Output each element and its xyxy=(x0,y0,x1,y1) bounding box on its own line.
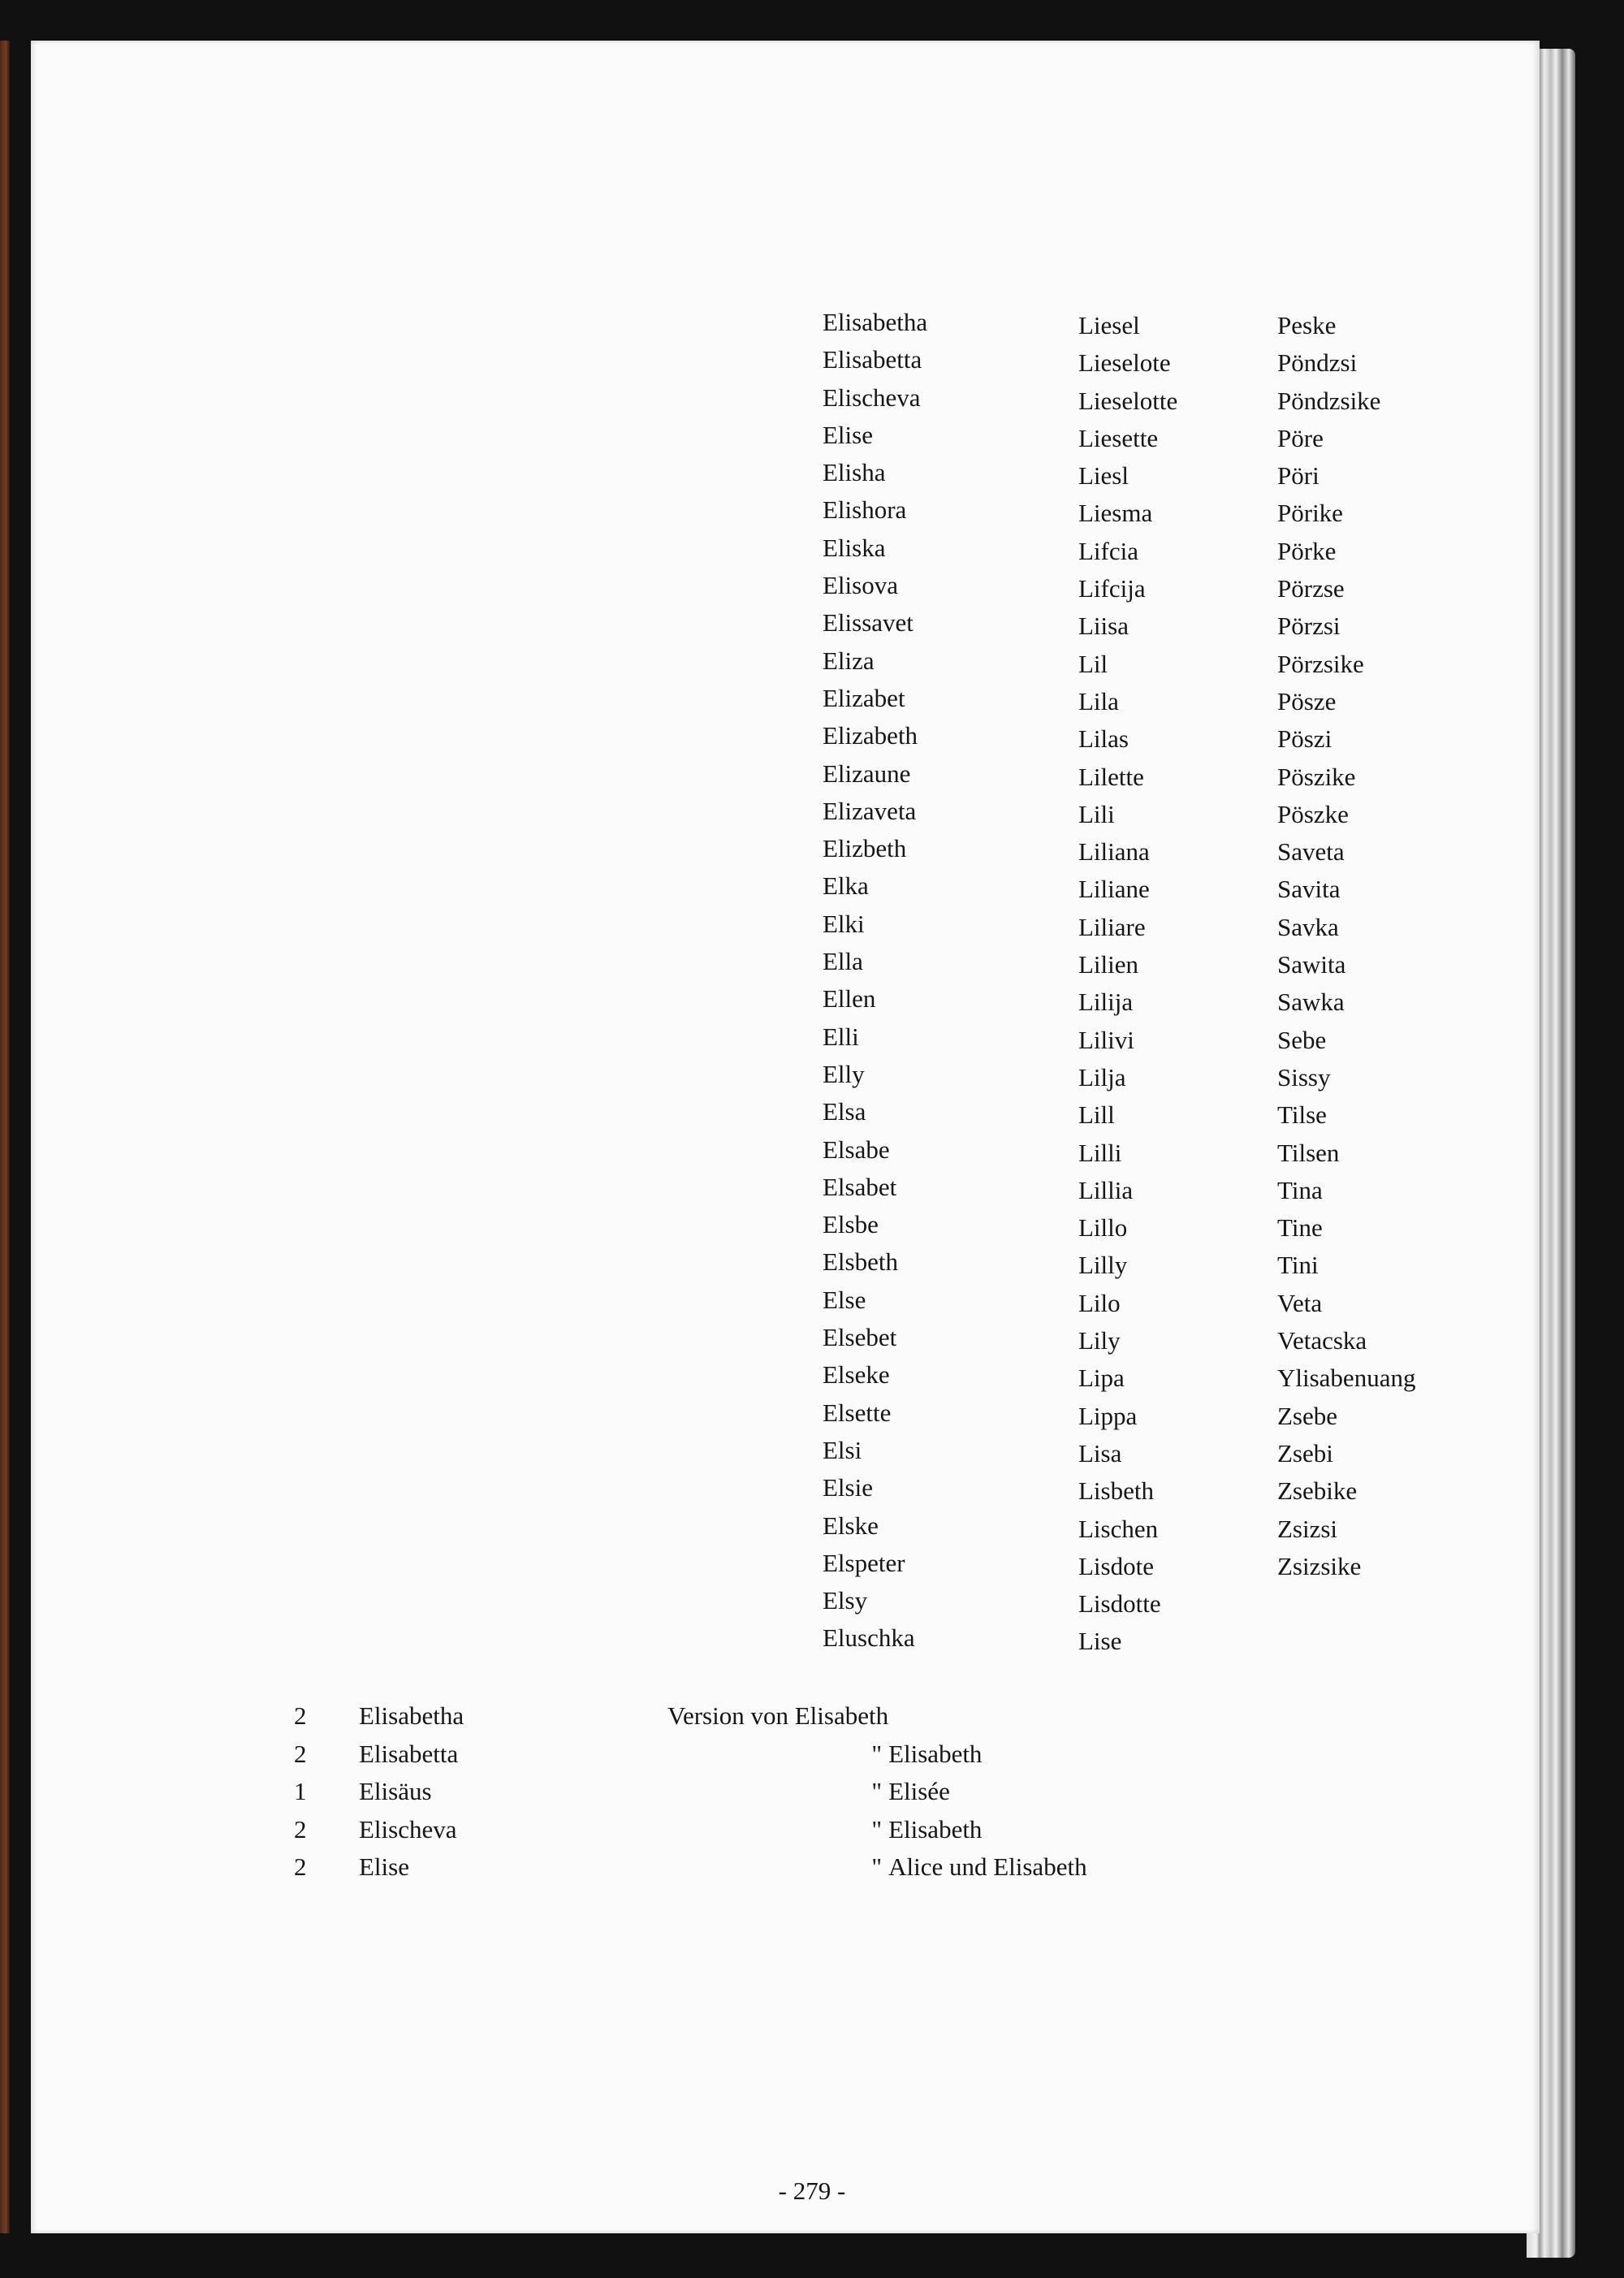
list-item: Lil xyxy=(1078,649,1108,678)
list-item: Eliza xyxy=(823,646,875,675)
list-item: Tini xyxy=(1277,1251,1319,1280)
list-item: Elsabet xyxy=(823,1172,897,1201)
list-item: Zsebe xyxy=(1277,1401,1338,1430)
list-item: Elsa xyxy=(823,1097,866,1126)
list-item: Elseke xyxy=(823,1360,890,1390)
list-item: Lischen xyxy=(1078,1514,1159,1543)
list-item: Savita xyxy=(1277,875,1341,904)
list-item: Ylisabenuang xyxy=(1277,1364,1416,1393)
ditto-cell: " xyxy=(871,1814,883,1844)
list-item: Pösze xyxy=(1277,686,1337,715)
list-item: Lise xyxy=(1078,1627,1122,1656)
name-list-column-2 xyxy=(1078,307,1177,1661)
list-item: Saveta xyxy=(1277,837,1345,867)
name-version-table xyxy=(294,1697,1087,1887)
list-item: Lipa xyxy=(1078,1364,1125,1393)
list-item: Elsbe xyxy=(823,1210,879,1239)
list-item: Lieselotte xyxy=(1078,386,1178,415)
list-item: Elsy xyxy=(823,1586,868,1615)
list-item: Lila xyxy=(1078,686,1119,715)
list-item: Liesel xyxy=(1078,311,1140,339)
list-item: Elka xyxy=(823,871,869,901)
list-item: Elise xyxy=(823,420,873,449)
name-cell: Elise xyxy=(359,1852,409,1881)
list-item: Elizabeth xyxy=(823,721,918,750)
list-item: Pörzsike xyxy=(1277,649,1364,678)
list-item: Ellen xyxy=(823,984,876,1014)
list-item: Liisa xyxy=(1078,612,1129,641)
list-item: Elspeter xyxy=(823,1548,905,1577)
list-item: Ella xyxy=(823,947,863,976)
list-item: Lili xyxy=(1078,799,1115,828)
list-item: Pörike xyxy=(1277,499,1343,528)
list-item: Pörzsi xyxy=(1277,612,1341,641)
count-cell: 2 xyxy=(294,1701,307,1730)
list-item: Liesette xyxy=(1078,423,1159,452)
count-cell: 2 xyxy=(294,1852,307,1881)
ditto-cell: " xyxy=(871,1852,883,1881)
list-item: Zsebike xyxy=(1277,1476,1358,1506)
list-item: Lilija xyxy=(1078,988,1134,1017)
list-item: Sissy xyxy=(1277,1062,1331,1091)
list-item: Elizaune xyxy=(823,759,911,788)
version-ref: Elisabeth xyxy=(794,1701,889,1730)
list-item: Elli xyxy=(823,1022,859,1051)
list-item: Lisbeth xyxy=(1078,1476,1154,1506)
list-item: Tilsen xyxy=(1277,1138,1340,1167)
list-item: Lilien xyxy=(1078,950,1139,979)
list-item: Lilette xyxy=(1078,762,1144,791)
list-item: Elizaveta xyxy=(823,796,917,825)
list-item: Pöszike xyxy=(1277,762,1356,791)
name-cell: Elisabetha xyxy=(359,1701,464,1730)
list-item: Pöndzsi xyxy=(1277,348,1358,378)
list-item: Liesma xyxy=(1078,499,1153,528)
count-cell: 2 xyxy=(294,1814,307,1844)
list-item: Elsbeth xyxy=(823,1247,898,1277)
list-item: Lieselote xyxy=(1078,348,1171,378)
list-item: Liesl xyxy=(1078,461,1129,491)
list-item: Else xyxy=(823,1285,866,1314)
name-list-column-3 xyxy=(1277,307,1415,1585)
version-cell xyxy=(888,1811,1087,1849)
list-item: Lilo xyxy=(1078,1288,1121,1317)
list-item: Sebe xyxy=(1277,1025,1327,1054)
list-item: Lisdotte xyxy=(1078,1589,1161,1619)
table-row xyxy=(294,1811,1087,1849)
list-item: Eluschka xyxy=(823,1623,915,1653)
version-ref: Elisabeth xyxy=(888,1814,983,1844)
version-ref: Elisée xyxy=(888,1777,950,1805)
list-item: Veta xyxy=(1277,1288,1323,1317)
list-item: Tine xyxy=(1277,1213,1323,1243)
version-cell xyxy=(667,1697,888,1736)
list-item: Lilivi xyxy=(1078,1025,1134,1054)
version-ref: Alice und Elisabeth xyxy=(888,1852,1087,1881)
table-row xyxy=(294,1848,1087,1887)
list-item: Elisabetta xyxy=(823,345,922,374)
list-item: Elsi xyxy=(823,1435,862,1464)
list-item: Elly xyxy=(823,1059,865,1088)
list-item: Elsebet xyxy=(823,1323,897,1352)
list-item: Lifcija xyxy=(1078,574,1146,603)
list-item: Sawka xyxy=(1277,988,1345,1017)
list-item: Pörke xyxy=(1277,536,1337,565)
list-item: Peske xyxy=(1277,311,1337,339)
list-item: Tilse xyxy=(1277,1100,1327,1130)
count-cell: 1 xyxy=(294,1777,307,1805)
list-item: Pöndzsike xyxy=(1277,386,1381,415)
list-item: Lisdote xyxy=(1078,1551,1154,1580)
name-cell: Elisabetta xyxy=(359,1739,459,1768)
list-item: Elsabe xyxy=(823,1135,890,1164)
list-item: Lilly xyxy=(1078,1251,1128,1280)
list-item: Elizabet xyxy=(823,683,905,712)
list-item: Vetacska xyxy=(1277,1326,1367,1355)
list-item: Elisha xyxy=(823,458,886,487)
ditto-cell: " xyxy=(871,1739,883,1768)
ditto-cell: " xyxy=(871,1777,883,1805)
list-item: Zsebi xyxy=(1277,1438,1333,1468)
list-item: Sawita xyxy=(1277,950,1346,979)
list-item: Lippa xyxy=(1078,1401,1138,1430)
list-item: Pöri xyxy=(1277,461,1320,491)
list-item: Lill xyxy=(1078,1100,1115,1130)
table-row xyxy=(294,1736,1087,1774)
list-item: Elske xyxy=(823,1511,879,1540)
list-item: Elischeva xyxy=(823,383,921,412)
list-item: Lilja xyxy=(1078,1062,1126,1091)
version-ref: Elisabeth xyxy=(888,1739,983,1768)
count-cell: 2 xyxy=(294,1739,307,1768)
list-item: Liliare xyxy=(1078,912,1146,941)
list-item: Elisabetha xyxy=(823,308,928,336)
name-list-column-1 xyxy=(823,304,927,1658)
list-item: Lilli xyxy=(1078,1138,1122,1167)
page-number: - 279 - xyxy=(778,2176,846,2205)
list-item: Zsizsi xyxy=(1277,1514,1338,1543)
list-item: Pöre xyxy=(1277,423,1324,452)
list-item: Pöszi xyxy=(1277,724,1332,754)
name-cell: Elisäus xyxy=(359,1777,432,1805)
list-item: Elishora xyxy=(823,495,907,525)
list-item: Lifcia xyxy=(1078,536,1139,565)
list-item: Lillia xyxy=(1078,1175,1134,1204)
version-cell xyxy=(888,1773,1087,1811)
table-row xyxy=(294,1773,1087,1811)
list-item: Elissavet xyxy=(823,608,914,638)
list-item: Elizbeth xyxy=(823,834,907,863)
table-row xyxy=(294,1697,1087,1736)
list-item: Elki xyxy=(823,909,865,938)
version-prefix: Version von xyxy=(667,1701,788,1730)
version-cell xyxy=(888,1848,1087,1887)
list-item: Elsie xyxy=(823,1473,873,1502)
list-item: Lilas xyxy=(1078,724,1129,754)
list-item: Lisa xyxy=(1078,1438,1122,1468)
name-cell: Elischeva xyxy=(359,1814,457,1844)
list-item: Elisova xyxy=(823,571,898,600)
list-item: Zsizsike xyxy=(1277,1551,1362,1580)
list-item: Liliana xyxy=(1078,837,1150,867)
list-item: Liliane xyxy=(1078,875,1150,904)
page-edge-left xyxy=(0,41,10,2233)
list-item: Lillo xyxy=(1078,1213,1128,1243)
version-cell xyxy=(888,1736,1087,1774)
list-item: Tina xyxy=(1277,1175,1323,1204)
list-item: Savka xyxy=(1277,912,1339,941)
list-item: Pörzse xyxy=(1277,574,1345,603)
list-item: Elsette xyxy=(823,1398,892,1427)
list-item: Eliska xyxy=(823,533,886,562)
list-item: Pöszke xyxy=(1277,799,1349,828)
list-item: Lily xyxy=(1078,1326,1121,1355)
